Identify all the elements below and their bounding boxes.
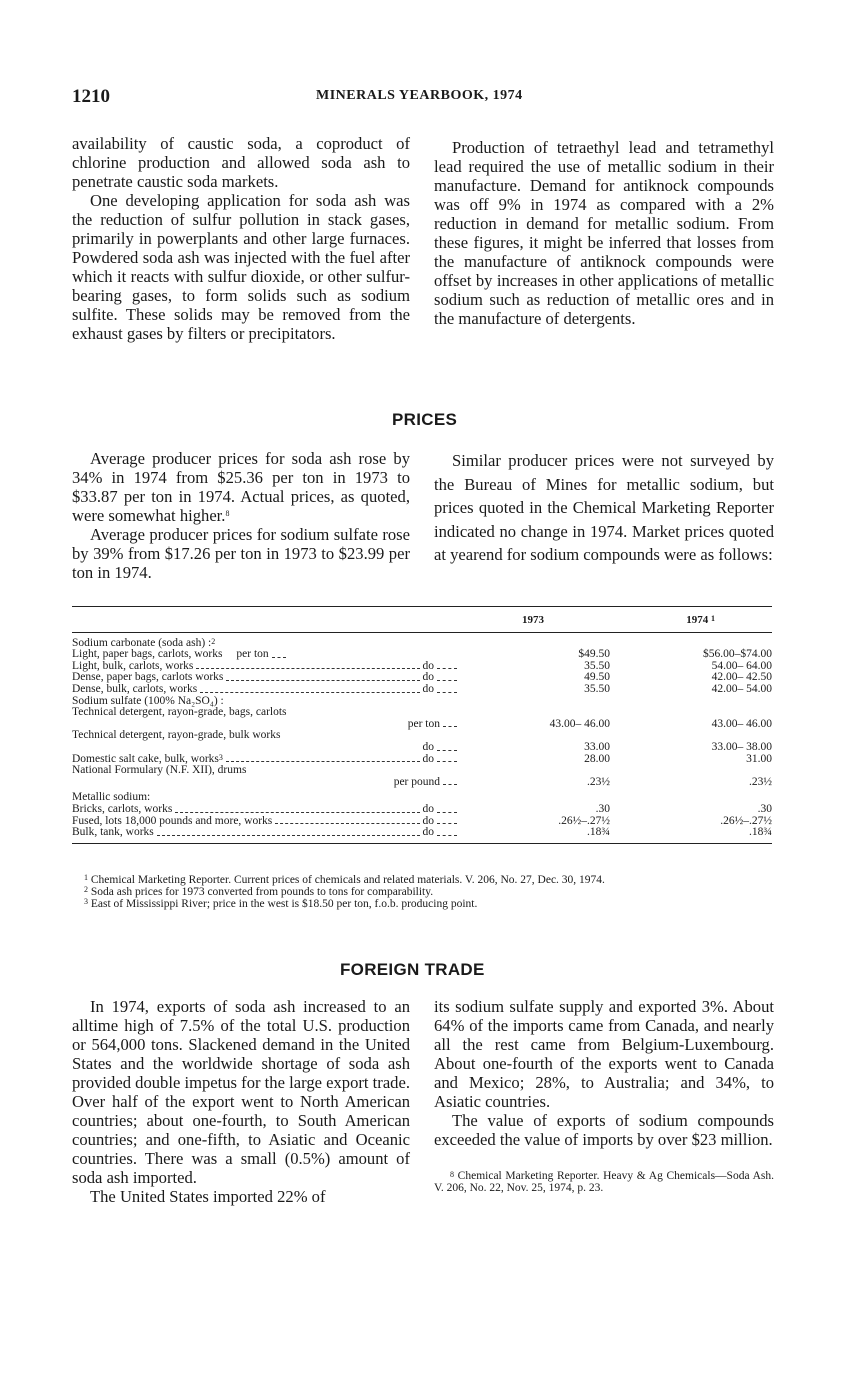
value-1974: 33.00– 38.00 xyxy=(711,740,772,753)
foreign-trade-left-column xyxy=(72,997,410,1206)
page-number: 1210 xyxy=(72,86,110,107)
value-1973: .30 xyxy=(595,802,610,815)
paragraph: Similar producer prices were not surveyed by the Bureau of Mines for metallic sodium, but prices quoted in the Chemical Marketing Reporter indicated no change in 1974. Market prices quoted at yearend for sodium compounds were as follows: xyxy=(434,451,774,564)
paragraph: The United States imported 22% of xyxy=(90,1187,326,1206)
footnote xyxy=(72,898,772,910)
value-1974: .23½ xyxy=(749,775,772,788)
row-unit-cell xyxy=(72,742,460,754)
footnote-text: Chemical Marketing Reporter. Heavy & Ag Chemicals—Soda Ash. V. 206, No. 22, Nov. 25, 1974, p. 23. xyxy=(434,1170,775,1194)
row-label: National Formulary (N.F. XII), drums xyxy=(72,764,247,777)
section-heading-foreign-trade: FOREIGN TRADE xyxy=(340,960,485,979)
foreign-trade-right-column xyxy=(434,997,774,1194)
column-footnote xyxy=(434,1171,774,1194)
row-text: Domestic salt cake, bulk, works xyxy=(72,752,219,765)
table-row xyxy=(72,730,772,742)
footnote-mark: 3 xyxy=(84,897,88,906)
leader-dots xyxy=(272,657,286,658)
footnote-mark: 8 xyxy=(450,1170,454,1179)
table-row xyxy=(72,804,772,816)
row-unit-cell xyxy=(72,777,460,789)
leader-dots xyxy=(437,668,457,669)
leader-dots xyxy=(275,823,419,824)
row-unit: do xyxy=(422,671,434,684)
leader-dots xyxy=(226,680,419,681)
row-text: Bulk, tank, works xyxy=(72,826,154,839)
paragraph xyxy=(72,449,410,525)
leader-dots xyxy=(437,761,457,762)
value-1973: 33.00 xyxy=(584,740,610,753)
row-label: Technical detergent, rayon-grade, bags, carlots xyxy=(72,706,287,719)
value-1973: .18¾ xyxy=(587,826,610,839)
leader-dots xyxy=(437,692,457,693)
table-row xyxy=(72,827,772,839)
value-1974: 31.00 xyxy=(746,752,772,765)
leader-dots xyxy=(443,726,457,727)
value-1974: 42.00– 42.50 xyxy=(711,671,772,684)
row-text: Dense, bulk, carlots, works xyxy=(72,682,198,695)
table-header-row xyxy=(72,607,772,632)
row-unit: do xyxy=(422,802,434,815)
value-1974: 54.00– 64.00 xyxy=(711,659,772,672)
row-label xyxy=(72,804,460,816)
row-text: Dense, paper bags, carlots works xyxy=(72,671,224,684)
value-1973: $49.50 xyxy=(578,648,610,661)
footnote-mark: 2 xyxy=(84,885,88,894)
row-text: Fused, lots 18,000 pounds and more, works xyxy=(72,814,273,827)
row-unit: do xyxy=(422,826,434,839)
row-unit: do xyxy=(422,752,434,765)
value-1974: $56.00–$74.00 xyxy=(703,648,772,661)
table-row-continuation xyxy=(72,742,772,754)
paragraph: The value of exports of sodium compounds exceeded the value of imports by over $23 million. xyxy=(434,1111,774,1149)
value-1973: 35.50 xyxy=(584,682,610,695)
row-unit: per ton xyxy=(236,648,269,661)
row-label xyxy=(72,827,460,839)
paragraph: In 1974, exports of soda ash increased to an alltime high of 7.5% of the total U.S. production or 564,000 tons. Slackened demand in the United States and the worldwide shortage of soda ash provided double impetus for the large export trade. Over half of the export went to North American countries; about one-fourth, to South American countries; and one-fifth, to Asiatic and Oceanic countries. There was a small (0.5%) amount of soda ash imported. xyxy=(72,997,410,1187)
leader-dots xyxy=(157,835,420,836)
row-unit: do xyxy=(422,682,434,695)
section-heading-prices: PRICES xyxy=(392,410,458,429)
value-1973: .26½–.27½ xyxy=(558,814,610,827)
row-unit: do xyxy=(422,814,434,827)
leader-dots xyxy=(196,668,419,669)
intro-right-column xyxy=(434,138,774,328)
footnote-text: East of Mississippi River; price in the west is $18.50 per ton, f.o.b. producing point. xyxy=(90,898,478,910)
group-label: Metallic sodium: xyxy=(72,791,151,804)
footnote xyxy=(72,886,772,898)
row-text: Light, paper bags, carlots, works xyxy=(72,648,223,661)
group-text: Sodium carbonate (soda ash) : xyxy=(72,636,212,649)
intro-left-column xyxy=(72,134,410,343)
paragraph: its sodium sulfate supply and exported 3%. About 64% of the imports came from Canada, and nearly all the rest came from Belgium-Luxembourg. About one-fourth of the exports went to Canada and Mexico; 28%, to Australia; and 34%, to Asiatic countries. xyxy=(434,997,774,1111)
row-label xyxy=(72,684,460,696)
table-row-continuation xyxy=(72,777,772,789)
leader-dots xyxy=(437,835,457,836)
paragraph: Production of tetraethyl lead and tetramethyl lead required the use of metallic sodium in their manufacture. Demand for antiknock compounds was off 9% in 1974 as compared with a 2% reduction in demand for metallic sodium. From these figures, it might be inferred that losses from the manufacture of antiknock compounds were offset by increases in other applications of metallic sodium such as reduction of metallic ores and in the manufacture of detergents. xyxy=(434,138,774,328)
header-1973: 1973 xyxy=(521,614,544,626)
table-row xyxy=(72,816,772,828)
row-text: Bricks, carlots, works xyxy=(72,802,173,815)
table-group-row xyxy=(72,788,772,804)
row-unit: per ton xyxy=(407,717,440,730)
footnote-ref: 2 xyxy=(211,636,216,646)
leader-dots xyxy=(443,784,457,785)
value-1973: 35.50 xyxy=(584,659,610,672)
leader-dots xyxy=(437,812,457,813)
value-1973: .23½ xyxy=(587,775,610,788)
prices-right-column xyxy=(434,449,774,567)
leader-dots xyxy=(175,812,419,813)
footnote-text: Soda ash prices for 1973 converted from pounds to tons for comparability. xyxy=(90,886,434,898)
footnote-ref: 8 xyxy=(225,509,230,518)
leader-dots xyxy=(200,692,419,693)
running-title: MINERALS YEARBOOK, 1974 xyxy=(316,88,523,103)
value-1974: 43.00– 46.00 xyxy=(711,717,772,730)
footnote-ref: 3 xyxy=(218,752,223,762)
footnote-ref: 1 xyxy=(710,614,715,623)
group-label: Sodium sulfate (100% Na₂SO₄) : xyxy=(72,694,224,707)
leader-dots xyxy=(226,761,420,762)
paragraph: availability of caustic soda, a coproduct of chlorine production and allowed soda ash to penetrate caustic soda markets. xyxy=(72,134,410,191)
leader-dots xyxy=(437,680,457,681)
table-footnotes xyxy=(72,874,772,910)
value-1973: 49.50 xyxy=(584,671,610,684)
footnote-mark: 1 xyxy=(84,873,88,882)
table-row xyxy=(72,707,772,719)
row-unit: do xyxy=(422,659,434,672)
value-1973: 28.00 xyxy=(584,752,610,765)
footnote-text: Chemical Marketing Reporter. Current prices of chemicals and related materials. V. 206, No. 27, Dec. 30, 1974. xyxy=(90,874,605,886)
value-1974: .30 xyxy=(757,802,772,815)
row-text: Light, bulk, carlots, works xyxy=(72,659,194,672)
value-1974: .26½–.27½ xyxy=(720,814,772,827)
footnote xyxy=(72,874,772,886)
value-1973: 43.00– 46.00 xyxy=(549,717,610,730)
row-label: Technical detergent, rayon-grade, bulk works xyxy=(72,729,281,742)
paragraph: One developing application for soda ash was the reduction of sulfur pollution in stack gases, primarily in powerplants and other large furnaces. Powdered soda ash was injected with the fuel after which it reacts with sulfur dioxide, or other sulfur-bearing gases, to form solids such as sodium sulfite. These solids may be removed from the exhaust gases by filters or precipitators. xyxy=(72,191,410,343)
price-table xyxy=(72,606,772,844)
leader-dots xyxy=(437,823,457,824)
value-1974: .18¾ xyxy=(749,826,772,839)
value-1974: 42.00– 54.00 xyxy=(711,682,772,695)
row-unit: do xyxy=(422,740,434,753)
paragraph: Average producer prices for sodium sulfate rose by 39% from $17.26 per ton in 1973 to $23.99 per ton in 1974. xyxy=(72,525,410,582)
table-bottom-rule xyxy=(72,843,772,844)
header-1974 xyxy=(599,607,772,632)
paragraph-text: Average producer prices for soda ash rose by 34% in 1974 from $25.36 per ton in 1973 to $33.87 per ton in 1974. Actual prices, as quoted, were somewhat higher. xyxy=(72,449,410,525)
header-1974-text: 1974 xyxy=(686,614,709,626)
table-row xyxy=(72,684,772,696)
row-unit: per pound xyxy=(393,775,440,788)
leader-dots xyxy=(437,750,457,751)
header-blank xyxy=(72,607,407,632)
table-header-rule xyxy=(72,632,772,633)
table-row xyxy=(72,765,772,777)
prices-left-column xyxy=(72,449,410,582)
